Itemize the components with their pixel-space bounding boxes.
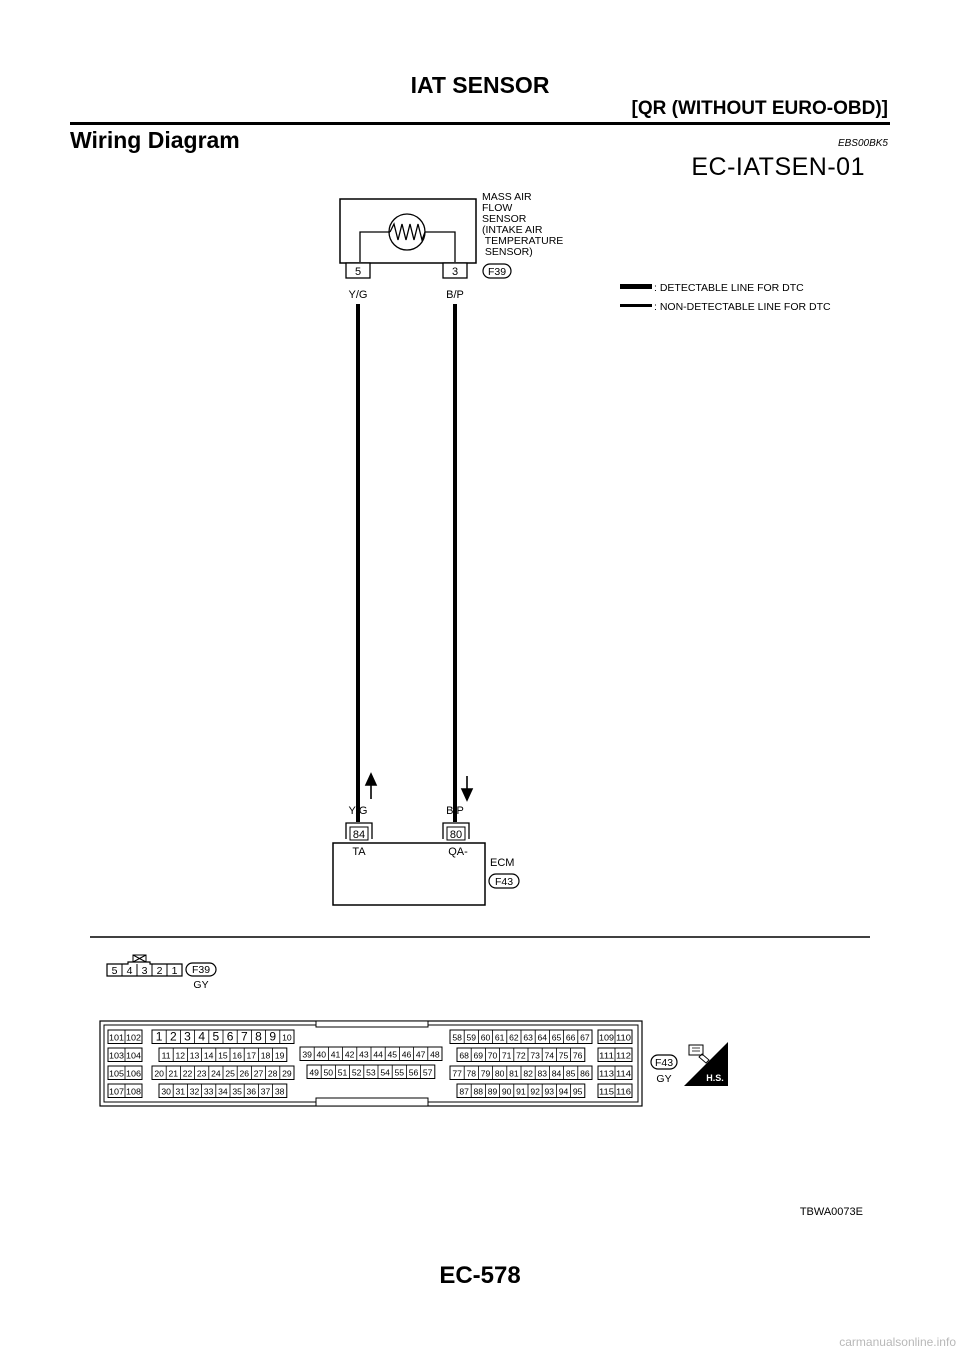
f43-pin: 77: [452, 1068, 462, 1079]
f43-pin: 9: [269, 1029, 277, 1044]
sensor-wire-color-yg: Y/G: [348, 289, 368, 301]
f43-pin: 5: [212, 1029, 220, 1044]
sensor-connector-id: F39: [487, 266, 507, 278]
maf-sensor: [340, 199, 476, 263]
f43-pin: 54: [380, 1067, 390, 1078]
sensor-label-line: (INTAKE AIR: [482, 224, 543, 236]
f43-pin: 62: [509, 1032, 519, 1043]
f43-pin: 26: [239, 1068, 250, 1079]
ecm-terminal-qa: QA-: [448, 846, 468, 858]
f43-pin: 48: [430, 1049, 440, 1060]
f43-pin: 89: [487, 1086, 498, 1097]
f39-pin: 4: [126, 965, 133, 977]
f43-pin: 25: [225, 1068, 235, 1079]
ecm-pin-80: 80: [449, 829, 463, 841]
f43-pin: 4: [198, 1029, 206, 1044]
f43-pin: 112: [616, 1050, 632, 1061]
f43-pin: 36: [246, 1086, 257, 1097]
f43-pin: 24: [211, 1068, 221, 1079]
f43-pin: 75: [558, 1050, 569, 1061]
f43-pin: 55: [394, 1067, 405, 1078]
ecm-wire-color-yg: Y/G: [348, 805, 368, 817]
f43-pin: 2: [169, 1029, 177, 1044]
f43-pin: 28: [267, 1068, 278, 1079]
f39-pin: 5: [111, 965, 118, 977]
ecm: [333, 805, 519, 905]
page-number: EC-578: [439, 1262, 521, 1289]
f43-pin: 11: [161, 1050, 171, 1061]
f43-pin: 103: [109, 1050, 125, 1061]
sensor-label-line: SENSOR: [482, 213, 527, 225]
f43-pin: 51: [337, 1067, 348, 1078]
f43-pin: 42: [344, 1049, 355, 1060]
wires: [358, 304, 455, 822]
f43-pin: 94: [558, 1086, 569, 1097]
f43-pin: 73: [530, 1050, 540, 1061]
f43-pin: 31: [175, 1086, 186, 1097]
f43-pin: 27: [253, 1068, 264, 1079]
sensor-label-line: FLOW: [482, 202, 513, 214]
f43-pin: 47: [415, 1049, 426, 1060]
f43-pin: 105: [109, 1068, 125, 1079]
f43-pin: 16: [232, 1050, 242, 1061]
f43-pin: 95: [572, 1086, 583, 1097]
harness-side-icon: [684, 1042, 728, 1086]
f43-pin: 18: [260, 1050, 271, 1061]
connector-f43-view: [100, 1021, 728, 1106]
f43-pin: 3: [184, 1029, 191, 1044]
f43-pin: 82: [523, 1068, 533, 1079]
f43-pin: 23: [196, 1068, 207, 1079]
f43-pin: 46: [401, 1049, 412, 1060]
legend-detectable: : DETECTABLE LINE FOR DTC: [654, 282, 804, 294]
f43-pin: 76: [572, 1050, 583, 1061]
f43-pin: 29: [282, 1068, 292, 1079]
f39-pin: 2: [156, 965, 163, 977]
diagram-id: EC-IATSEN-01: [691, 153, 865, 181]
ecm-label: ECM: [490, 857, 515, 869]
f43-pin-grid: [108, 1030, 632, 1098]
sensor-label: [482, 191, 563, 258]
page-header-title: IAT SENSOR: [410, 72, 550, 98]
f43-pin: 79: [480, 1068, 491, 1079]
f43-pin: 114: [616, 1068, 632, 1079]
f43-pin: 92: [530, 1086, 540, 1097]
figure-code: TBWA0073E: [799, 1206, 863, 1218]
hs-label: H.S.: [706, 1073, 724, 1083]
f43-pin: 15: [218, 1050, 228, 1061]
f43-pin: 39: [302, 1049, 312, 1060]
f43-connector-id: F43: [654, 1057, 674, 1069]
f43-pin: 74: [544, 1050, 555, 1061]
legend: [620, 282, 831, 313]
f43-pin: 116: [616, 1086, 632, 1097]
f43-pin: 91: [516, 1086, 526, 1097]
thermistor-symbol: [390, 224, 425, 240]
ecm-wire-color-bp: B/P: [446, 805, 464, 817]
f43-pin: 53: [366, 1067, 376, 1078]
f43-pin: 108: [126, 1086, 142, 1097]
f43-pin: 43: [359, 1049, 369, 1060]
f43-pin: 35: [232, 1086, 242, 1097]
f43-pin: 101: [109, 1032, 125, 1043]
f43-pin: 111: [599, 1050, 615, 1061]
f43-pin: 57: [422, 1067, 433, 1078]
sensor-wire-color-bp: B/P: [446, 289, 464, 301]
f43-pin: 20: [154, 1068, 164, 1079]
sensor-pin-3: 3: [451, 266, 459, 278]
f43-pin: 106: [126, 1068, 142, 1079]
f43-pin: 37: [260, 1086, 271, 1097]
f43-pin: 52: [351, 1067, 362, 1078]
f43-pin: 90: [501, 1086, 512, 1097]
f43-pin: 87: [459, 1086, 469, 1097]
section-code: EBS00BK5: [837, 138, 888, 149]
f43-pin: 61: [494, 1032, 505, 1043]
f43-pin: 83: [537, 1068, 548, 1079]
f43-pin: 45: [387, 1049, 398, 1060]
f43-pin: 109: [599, 1032, 615, 1043]
f39-pin: 1: [171, 965, 178, 977]
f43-pin: 1: [155, 1029, 163, 1044]
f43-pin: 67: [580, 1032, 590, 1043]
f43-pin: 63: [523, 1032, 533, 1043]
f43-pin: 41: [330, 1049, 341, 1060]
sensor-label-line: SENSOR): [482, 246, 533, 258]
f43-pin: 7: [240, 1029, 248, 1044]
f43-pin: 40: [316, 1049, 327, 1060]
f43-pin: 86: [580, 1068, 590, 1079]
ecm-terminal-ta: TA: [352, 846, 366, 858]
f43-pin: 115: [599, 1086, 615, 1097]
f43-pin: 33: [203, 1086, 214, 1097]
f43-pin: 19: [274, 1050, 285, 1061]
f43-pin: 70: [487, 1050, 498, 1061]
sensor-connector: [346, 263, 511, 278]
f43-pin: 80: [494, 1068, 505, 1079]
page-header-subtitle: [QR (WITHOUT EURO-OBD)]: [631, 98, 888, 119]
f43-pin: 68: [459, 1050, 469, 1061]
f43-pin: 88: [473, 1086, 484, 1097]
f39-connector-id: F39: [191, 964, 211, 976]
f43-pin: 10: [282, 1032, 292, 1043]
f43-pin: 58: [452, 1032, 462, 1043]
f43-pin: 65: [551, 1032, 562, 1043]
f43-pin: 50: [323, 1067, 334, 1078]
f43-pin: 38: [274, 1086, 285, 1097]
f43-pin: 49: [309, 1067, 319, 1078]
f43-pin: 69: [473, 1050, 484, 1061]
f43-pin: 21: [168, 1068, 179, 1079]
f43-pin: 22: [182, 1068, 193, 1079]
f43-pin: 72: [516, 1050, 526, 1061]
f43-pin: 30: [161, 1086, 171, 1097]
f43-pin: 81: [509, 1068, 519, 1079]
f43-pin: 93: [544, 1086, 555, 1097]
f43-pin: 113: [599, 1068, 615, 1079]
f43-connector-color: GY: [656, 1073, 672, 1085]
footer-watermark: carmanualsonline.info: [839, 1335, 956, 1349]
sensor-label-line: TEMPERATURE: [482, 235, 564, 247]
legend-non-detectable: : NON-DETECTABLE LINE FOR DTC: [654, 301, 831, 313]
f43-pin: 32: [189, 1086, 200, 1097]
f43-pin: 6: [226, 1029, 234, 1044]
sensor-label-line: MASS AIR: [482, 191, 532, 203]
f39-connector-color: GY: [193, 979, 209, 991]
f43-pin: 8: [255, 1029, 262, 1044]
f43-pin: 102: [126, 1032, 142, 1043]
lock-tab-icon: [133, 955, 146, 962]
f43-pin: 14: [203, 1050, 214, 1061]
ecm-connector-id: F43: [494, 876, 514, 888]
f43-pin: 17: [246, 1050, 257, 1061]
f43-pin: 59: [466, 1032, 477, 1043]
f43-pin: 60: [480, 1032, 491, 1043]
f43-pin: 71: [501, 1050, 512, 1061]
f43-pin: 34: [218, 1086, 228, 1097]
f43-pin: 85: [565, 1068, 576, 1079]
ecm-pin-84: 84: [352, 829, 366, 841]
f43-pin: 66: [565, 1032, 576, 1043]
f43-pin: 78: [466, 1068, 477, 1079]
f43-pin: 13: [189, 1050, 200, 1061]
section-title: Wiring Diagram: [70, 127, 240, 153]
f43-pin: 44: [373, 1049, 383, 1060]
f43-pin: 64: [537, 1032, 548, 1043]
f43-pin: 110: [616, 1032, 632, 1043]
f43-pin: 107: [109, 1086, 125, 1097]
f43-pin: 56: [408, 1067, 419, 1078]
f39-pin: 3: [141, 965, 148, 977]
f43-pin: 104: [126, 1050, 142, 1061]
sensor-pin-5: 5: [354, 266, 362, 278]
connector-f39-view: [107, 955, 216, 991]
f43-pin: 12: [175, 1050, 186, 1061]
f43-pin: 84: [551, 1068, 562, 1079]
